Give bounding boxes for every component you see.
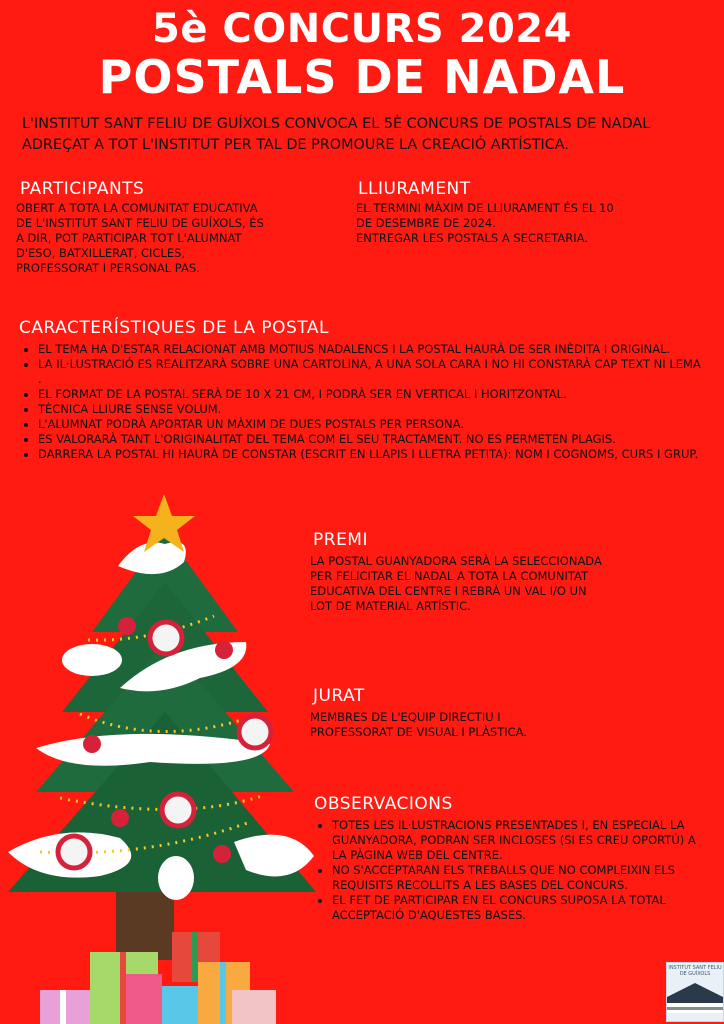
school-logo-text: INSTITUT SANT FELIU DE GUÍXOLS — [668, 965, 722, 977]
school-logo — [666, 962, 724, 1022]
striped-bauble — [58, 836, 90, 868]
observacio-item: • EL FET DE PARTICIPAR EN EL CONCURS SUPOSA LA TOTAL ACCEPTACIÓ D'AQUESTES BASES. — [332, 893, 710, 923]
logo-mark-icon — [667, 977, 723, 1013]
bauble — [118, 617, 136, 635]
observacio-item: • NO S'ACCEPTARAN ELS TREBALLS QUE NO COMPLEIXIN ELS REQUISITS RECOLLITS A LES BASES DEL CONCURS. — [332, 863, 710, 893]
participants-text: OBERT A TOTA LA COMUNITAT EDUCATIVA DE L'INSTITUT SANT FELIU DE GUÍXOLS, ÉS A DIR, POT PARTICIPAR TOT L'ALUMNAT D'ESO, BATXILLERAT, CICLES, PROFESSORAT I PERSONAL PAS. — [16, 201, 264, 275]
striped-bauble — [150, 622, 182, 654]
caracteristica-item: • TÈCNICA LLIURE SENSE VOLUM. — [38, 402, 706, 417]
lliurament-line-1: EL TERMINI MÀXIM DE LLIURAMENT ÉS EL 10 DE DESEMBRE DE 2024. — [356, 201, 614, 230]
jurat-heading: JURAT — [313, 686, 365, 706]
christmas-tree-illustration — [0, 492, 330, 1024]
gift-ribbon — [60, 990, 66, 1024]
caracteristica-item: • EL TEMA HA D'ESTAR RELACIONAT AMB MOTIUS NADALENCS I LA POSTAL HAURÀ DE SER INÈDITA I ORIGINAL. — [38, 342, 706, 357]
bauble — [111, 809, 129, 827]
gift-box — [162, 986, 198, 1024]
striped-bauble — [162, 794, 194, 826]
caracteristica-item: • ES VALORARÀ TANT L'ORIGINALITAT DEL TEMA COM EL SEU TRACTAMENT. NO ES PERMETEN PLAGIS. — [38, 432, 706, 447]
caracteristiques-heading: CARACTERÍSTIQUES DE LA POSTAL — [19, 318, 329, 338]
gift-box — [120, 974, 162, 1024]
intro-text: L'INSTITUT SANT FELIU DE GUÍXOLS CONVOCA EL 5È CONCURS DE POSTALS DE NADAL ADREÇAT A TOT L'INSTITUT PER TAL DE PROMOURE LA CREACIÓ ARTÍSTICA. — [22, 116, 651, 153]
lliurament-heading: LLIURAMENT — [358, 179, 471, 199]
tree-trunk — [116, 890, 174, 960]
lliurament-text — [356, 201, 618, 246]
bauble — [213, 845, 231, 863]
lliurament-line-2: ENTREGAR LES POSTALS A SECRETARIA. — [356, 231, 588, 245]
participants-heading: PARTICIPANTS — [20, 179, 145, 199]
premi-heading: PREMI — [313, 530, 368, 550]
title-line-1: 5è CONCURS 2024 — [152, 6, 572, 52]
gift-ribbon — [120, 952, 126, 1024]
snow-drop — [158, 856, 194, 900]
caracteristica-item: • L'ALUMNAT PODRÀ APORTAR UN MÀXIM DE DUES POSTALS PER PERSONA. — [38, 417, 706, 432]
observacio-item: • TOTES LES IL·LUSTRACIONS PRESENTADES I, EN ESPECIAL LA GUANYADORA, PODRAN SER INCLOSES (SI ES CREU OPORTÚ) A LA PÀGINA WEB DEL CENTRE. — [332, 818, 710, 863]
gift-ribbon — [192, 932, 198, 982]
caracteristica-item: • LA IL·LUSTRACIÓ ES REALITZARÀ SOBRE UNA CARTOLINA, A UNA SOLA CARA I NO HI CONSTARÀ CAP TEXT NI LEMA . — [38, 357, 706, 387]
gift-box — [232, 990, 276, 1024]
title-line-2: POSTALS DE NADAL — [98, 50, 626, 104]
bauble — [83, 735, 101, 753]
observacions-heading: OBSERVACIONS — [314, 794, 453, 814]
snow-left-1 — [62, 644, 122, 676]
observacions-list — [312, 818, 710, 923]
jurat-text: MEMBRES DE L'EQUIP DIRECTIU I PROFESSORAT DE VISUAL I PLÀSTICA. — [310, 710, 527, 739]
gift-ribbon — [220, 962, 226, 1024]
caracteristiques-list — [18, 342, 706, 462]
caracteristica-item: • EL FORMAT DE LA POSTAL SERÀ DE 10 X 21 CM, I PODRÀ SER EN VERTICAL I HORITZONTAL. — [38, 387, 706, 402]
caracteristica-item: • DARRERA LA POSTAL HI HAURÀ DE CONSTAR (ESCRIT EN LLAPIS I LLETRA PETITA): NOM I COGNOMS, CURS I GRUP. — [38, 447, 706, 462]
striped-bauble — [239, 716, 271, 748]
bauble — [215, 641, 233, 659]
premi-text: LA POSTAL GUANYADORA SERÀ LA SELECCIONADA PER FELICITAR EL NADAL A TOTA LA COMUNITAT EDUCATIVA DEL CENTRE I REBRÀ UN VAL I/O UN LOT DE MATERIAL ARTÍSTIC. — [310, 554, 602, 613]
